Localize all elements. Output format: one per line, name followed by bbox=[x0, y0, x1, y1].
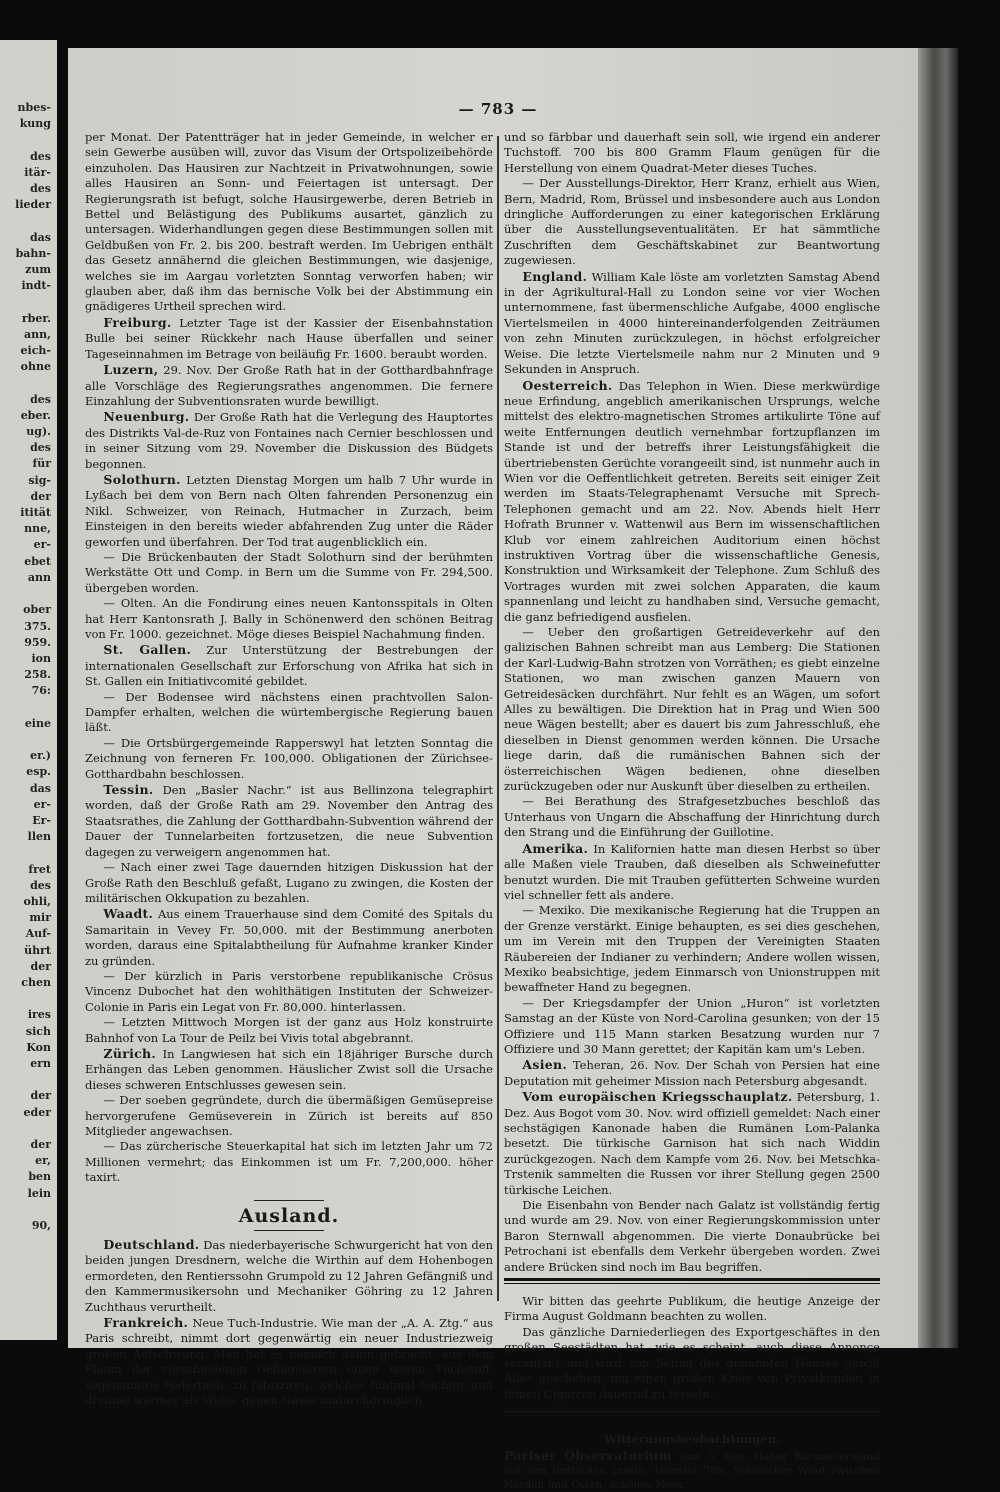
article-paragraph bbox=[504, 996, 880, 1058]
previous-page-fragment: der bbox=[30, 1138, 51, 1151]
previous-page-fragment: zum bbox=[25, 263, 51, 277]
previous-page-fragment: 258. bbox=[24, 668, 51, 682]
previous-page-fragment: 959. bbox=[24, 635, 51, 649]
previous-page-fragment: indt- bbox=[21, 279, 51, 293]
previous-page-fragment bbox=[15, 1202, 54, 1218]
article-text: — Nach einer zwei Tage dauernden hitzigen Diskussion hat der Große Rath den Beschluß gefaßt, Lugano zu zwingen, die Kosten der militärischen Okkupation zu bezahlen. bbox=[85, 860, 493, 905]
article-paragraph bbox=[85, 642, 493, 689]
article-text: und so färbbar und dauerhaft sein soll, wie irgend ein anderer Tuchstoff. 700 bis 800 Gramm Flaum genügen für die Herstellung von einem Quadrat-Meter dieses Tuches. bbox=[504, 130, 880, 175]
weather-text: vom 3. Dez. Hoher Barometerstand auf den britischen Inseln; Valentia 789. Schwacher Wind zwischen Norden und Osten; schönes Meer. bbox=[504, 1451, 880, 1492]
article-paragraph bbox=[85, 860, 493, 906]
previous-page-fragment: sig- bbox=[28, 473, 51, 487]
previous-page-fragment: des bbox=[30, 392, 51, 406]
article-heading: Oesterreich. bbox=[522, 377, 613, 393]
previous-page-fragment: bahn- bbox=[15, 246, 51, 260]
previous-page-fragment: eine bbox=[24, 716, 51, 730]
previous-page-fragment: er- bbox=[33, 797, 51, 811]
previous-page-fragment: ohne bbox=[20, 360, 51, 374]
article-paragraph bbox=[85, 1237, 493, 1315]
article-paragraph bbox=[85, 736, 493, 782]
article-paragraph bbox=[504, 1057, 880, 1089]
previous-page-fragment bbox=[15, 1072, 54, 1088]
article-paragraph bbox=[85, 1139, 493, 1185]
previous-page-fragment bbox=[15, 586, 54, 602]
article-paragraph bbox=[504, 794, 880, 840]
weather-report bbox=[504, 1449, 880, 1492]
article-text: — Mexiko. Die mexikanische Regierung hat die Truppen an der Grenze verstärkt. Einige behaupten, es sei dies geschehen, um im Verein mit den Truppen der Vereinigten Staaten Räubereien der Indianer zu verhindern; Andere wollen wissen, Mexiko beabsichtige, jedem Einmarsch von Unionstruppen mit bewaffneter Hand zu begegnen. bbox=[504, 903, 880, 995]
article-heading: Asien. bbox=[522, 1057, 568, 1073]
article-paragraph bbox=[85, 1093, 493, 1139]
previous-page-fragment bbox=[15, 132, 54, 148]
article-paragraph bbox=[85, 362, 493, 409]
article-text: — Der kürzlich in Paris verstorbene republikanische Crösus Vincenz Dubochet hat den wohlthätigen Instituten der Schweizer-Colonie in Paris ein Legat von Fr. 80,000. hinterlassen. bbox=[85, 968, 493, 1014]
article-text: — Olten. An die Fondirung eines neuen Kantonsspitals in Olten hat Herr Kantonsrath J. Bally in Schönenwerd den schönen Beitrag von Fr. 1000. gezeichnet. Möge dieses Beispiel Nachahmung finden. bbox=[85, 596, 493, 641]
article-paragraph bbox=[85, 472, 493, 550]
article-heading: Amerika. bbox=[522, 840, 589, 856]
article-paragraph bbox=[85, 550, 493, 596]
article-heading: Vom europäischen Kriegsschauplatz. bbox=[522, 1089, 793, 1105]
article-heading: Waadt. bbox=[103, 906, 154, 922]
previous-page-fragment: er- bbox=[33, 538, 51, 552]
previous-page-fragment: der bbox=[30, 1089, 51, 1103]
section-rule bbox=[254, 1200, 324, 1201]
article-paragraph bbox=[504, 176, 880, 268]
article-paragraph bbox=[504, 378, 880, 626]
article-paragraph bbox=[85, 130, 493, 315]
previous-page-fragment: fret bbox=[28, 862, 51, 876]
previous-page-fragment: chen bbox=[21, 975, 51, 989]
article-heading: Tessin. bbox=[103, 782, 154, 798]
previous-page-fragment bbox=[15, 375, 54, 391]
previous-page-fragment: Er- bbox=[32, 813, 51, 827]
article-text: Den „Basler Nachr.“ ist aus Bellinzona telegraphirt worden, daß der Große Rath am 29. November den Antrag des Staatsrathes, die Zahlung der Gotthardbahn-Subvention während der Dauer der Tunnelarbeiten fortzusetzen, die neue Subvention dagegen zu verweigern angenommen hat. bbox=[85, 783, 494, 859]
previous-page-fragment bbox=[15, 845, 54, 861]
article-heading: Luzern, bbox=[103, 362, 159, 378]
previous-page-fragment: das bbox=[29, 230, 51, 244]
article-paragraph bbox=[85, 1046, 493, 1093]
previous-page-fragment: ober bbox=[23, 603, 51, 617]
double-rule bbox=[504, 1410, 880, 1416]
previous-page-fragment: ührt bbox=[24, 943, 51, 957]
article-paragraph bbox=[85, 1315, 493, 1408]
previous-page-fragment: ann, bbox=[24, 327, 51, 341]
article-text: — Bei Berathung des Strafgesetzbuches beschloß das Unterhaus von Ungarn die Abschaffung der Hinrichtung durch den Strang und die Einführung der Guillotine. bbox=[504, 794, 880, 840]
previous-page-fragment: ben bbox=[28, 1170, 51, 1184]
previous-page-fragment: itität bbox=[20, 506, 51, 520]
previous-page-fragment: er, bbox=[35, 1154, 51, 1168]
article-text: Letzten Dienstag Morgen um halb 7 Uhr wurde in Lyßach bei dem von Bern nach Olten fahrenden Personenzug ein Nikl. Schweizer, von Reinach, Hutmacher in Zurzach, beim Einsteigen in den bereits wieder abfahrenden Zug unter die Räder geworfen und überfahren. Der Tod trat augenblicklich ein. bbox=[85, 472, 493, 549]
article-text: Das niederbayerische Schwurgericht hat von den beiden jungen Dresdnern, welche die Wirthin auf dem Hohenbogen ermordeten, den Rentierssohn Grumpold zu 12 Jahren Gefängniß und den Kammermusikersohn und Mechaniker Göhring zu 12 Jahren Zuchthaus verurtheilt. bbox=[85, 1238, 493, 1314]
previous-page-fragment bbox=[15, 700, 54, 716]
article-paragraph bbox=[85, 409, 493, 472]
weather-lead: Pariser Observatorium bbox=[504, 1448, 673, 1464]
article-heading: Deutschland. bbox=[103, 1237, 200, 1253]
article-text: Die Eisenbahn von Bender nach Galatz ist vollständig fertig und wurde am 29. Nov. von einer Regierungskommission unter Baron Sternwall abgenommen. Die vierte Donaubrücke bei Petrochani ist ebenfalls dem Verkehr übergeben worden. Zwei andere Brücken sind noch im Bau begriffen. bbox=[504, 1198, 880, 1274]
previous-page-fragment: ion bbox=[31, 651, 51, 665]
previous-page-fragment: eder bbox=[23, 1105, 51, 1119]
previous-page-fragment: sich bbox=[25, 1024, 51, 1038]
previous-page-fragment: kung bbox=[19, 117, 51, 131]
article-text: 29. Nov. Der Große Rath hat in der Gotthardbahnfrage alle Vorschläge des Regierungsrathes angenommen. Die fernere Einzahlung der Subventionsraten wurde bewilligt. bbox=[85, 363, 493, 408]
article-text: Letzter Tage ist der Kassier der Eisenbahnstation Bulle bei seiner Rückkehr nach Hause überfallen und seiner Tageseinnahmen im Betrage von beiläufig Fr. 1600. beraubt worden. bbox=[85, 315, 494, 361]
previous-page-fragment bbox=[15, 732, 54, 748]
previous-page-fragment: 375. bbox=[24, 619, 51, 633]
article-text: Aus einem Trauerhause sind dem Comité des Spitals du Samaritain in Vevey Fr. 50,000. mit der Bestimmung anerboten worden, daraus eine Spitalabtheilung für Aufnahme kranker Kinder zu gründen. bbox=[85, 907, 493, 968]
previous-page-fragment: des bbox=[30, 182, 51, 196]
previous-page-fragment: des bbox=[30, 149, 51, 163]
article-text: — Der Ausstellungs-Direktor, Herr Kranz, erhielt aus Wien, Bern, Madrid, Rom, Brüssel und insbesondere auch aus London dringliche Aufforderungen zu einer kategorischen Erklärung über die Ausstellungseventualitäten. Er hat sämmtliche Zuschriften dem Geschäftskabinet zur Beantwortung zugewiesen. bbox=[504, 176, 880, 268]
previous-page-fragment: Kon bbox=[26, 1040, 51, 1054]
previous-page-fragment bbox=[15, 1121, 54, 1137]
column-divider bbox=[497, 136, 499, 1301]
previous-page-fragment bbox=[15, 991, 54, 1007]
article-paragraph bbox=[504, 841, 880, 904]
article-text: Das Telephon in Wien. Diese merkwürdige neue Erfindung, angeblich amerikanischen Ursprungs, welche mittelst des elektro-magnetischen Stromes artikulirte Töne auf weite Entfernungen deutlich vernehmbar fortzupflanzen im Stande ist und der betreffs ihrer Leistungsfähigkeit die übertriebensten Gerüchte vorangeeilt sind, ist nunmehr auch in Wien vor die Oeffentlichkeit getreten. Bereits seit einiger Zeit werden im Staats-Telegraphenamt Versuche mit Sprech-Telephonen gemacht und am 22. Nov. Abends hielt Herr Hofrath Brunner v. Wattenwil aus Bern im wissenschaftlichen Klub vor einem zahlreichen Auditorium einen höchst instruktiven Vortrag über die wissenschaftliche Genesis, Konstruktion und Wirksamkeit der Telephone. Zum Schluß des Vortrages wurden mit zwei solchen Apparaten, die kaum spannenlang und leicht zu handhaben sind, Versuche gemacht, die ganz befriedigend ausfielen. bbox=[504, 378, 881, 624]
previous-page-fragment: Auf- bbox=[25, 927, 51, 941]
previous-page-fragment: eich- bbox=[20, 344, 51, 358]
article-text: William Kale löste am vorletzten Samstag Abend in der Agrikultural-Hall zu London seine vor vier Wochen unternommene, fast übermenschliche Aufgabe, 4000 englische Viertelsmeilen in 4000 hintereinanderfolgenden Zeiträumen von zehn Minuten zurückzulegen, in höchst erfolgreicher Weise. Die letzte Viertelsmeile nahm nur 2 Minuten und 9 Sekunden in Anspruch. bbox=[504, 269, 881, 377]
previous-page-fragment bbox=[15, 294, 54, 310]
previous-page-fragment: ohli, bbox=[23, 894, 51, 908]
right-column bbox=[504, 130, 880, 1492]
previous-page-fragment: das bbox=[29, 781, 51, 795]
article-heading: Solothurn. bbox=[103, 471, 181, 487]
article-paragraph bbox=[85, 315, 493, 362]
previous-page-fragment: itär- bbox=[24, 165, 51, 179]
article-heading: Frankreich. bbox=[103, 1315, 189, 1331]
article-text: — Ueber den großartigen Getreideverkehr auf den galizischen Bahnen schreibt man aus Lemberg: Die Stationen der Karl-Ludwig-Bahn strotzen von Vorräthen; es giebt einzelne Stationen, wo man zwischen ganzen Mauern von Getreidesäcken durchfährt. Nur fehlt es an Wägen, um sofort Alles zu bewältigen. Die Direktion hat in Prag und Wien 500 neue Wägen bestellt; aber es dauert bis zum Jahresschluß, ehe dieselben in Dienst genommen werden können. Die Ursache liege darin, daß die rumänischen Bahnen sich der österreichischen Wägen bedienen, ohne dieselben zurückzugeben oder nur Auskunft über dieselben zu ertheilen. bbox=[504, 625, 880, 794]
article-paragraph bbox=[85, 596, 493, 642]
article-text: — Letzten Mittwoch Morgen ist der ganz aus Holz konstruirte Bahnhof von La Tour de Peilz bei Vivis total abgebrannt. bbox=[85, 1015, 493, 1045]
previous-page-fragment: 76: bbox=[31, 684, 51, 698]
article-text: Wir bitten das geehrte Publikum, die heutige Anzeige der Firma August Goldmann beachten zu wollen. bbox=[504, 1294, 880, 1324]
article-heading: Freiburg. bbox=[103, 314, 172, 330]
article-paragraph bbox=[85, 906, 493, 969]
article-paragraph bbox=[504, 625, 880, 794]
article-text: In Kalifornien hatte man diesen Herbst so über alle Maßen viele Trauben, daß dieselben als Schweinefutter benutzt wurden. Die mit Trauben gefütterten Schweine wurden viel schneller fett als andere. bbox=[504, 841, 880, 902]
article-text: Das gänzliche Darniederliegen des Exportgeschäftes in den großen Seestädten hat, wie es scheint, auch diese Annonce veranlaßt und wird von Seiten des genannten Hauses gewiß Alles geschehen, um einen großen Kreis von Privatkunden in feinen Cigarren dauernd zu fesseln. bbox=[504, 1324, 880, 1401]
previous-page-fragment: ug). bbox=[26, 425, 51, 439]
previous-page-fragment: ann bbox=[27, 570, 51, 584]
previous-page-fragment: llen bbox=[27, 830, 51, 844]
previous-page-fragment: er.) bbox=[30, 749, 51, 763]
article-text: — Das zürcherische Steuerkapital hat sich im letzten Jahr um 72 Millionen vermehrt; das Einkommen ist um Fr. 7,200,000. höher taxirt. bbox=[85, 1139, 493, 1185]
previous-page-fragment: ires bbox=[27, 1008, 51, 1022]
previous-page-fragment: der bbox=[30, 959, 51, 973]
article-text: Teheran, 26. Nov. Der Schah von Persien hat eine Deputation mit geheimer Mission nach Petersburg abgesandt. bbox=[504, 1058, 880, 1088]
previous-page-fragment: lein bbox=[27, 1186, 51, 1200]
article-paragraph bbox=[85, 690, 493, 736]
previous-page-fragment: eber. bbox=[20, 408, 51, 422]
previous-page-fragment: ern bbox=[30, 1056, 51, 1070]
newspaper-page bbox=[68, 48, 928, 1492]
article-heading: Neuenburg. bbox=[103, 409, 190, 425]
article-heading: St. Gallen. bbox=[103, 642, 192, 658]
article-text: Der Große Rath hat die Verlegung des Hauptortes des Distrikts Val-de-Ruz von Fontaines nach Cernier beschlossen und in seiner Sitzung vom 29. November die Diskussion des Büdgets begonnen. bbox=[85, 410, 493, 471]
article-paragraph bbox=[504, 269, 880, 378]
article-paragraph bbox=[504, 1198, 880, 1275]
article-text: Zur Unterstützung der Bestrebungen der internationalen Gesellschaft zur Erforschung von Afrika hat sich in St. Gallen ein Initiativcomité gebildet. bbox=[85, 643, 494, 689]
article-text: — Der Kriegsdampfer der Union „Huron“ ist vorletzten Samstag an der Küste von Nord-Carolina gesunken; von der 15 Offiziere und 115 Mann starken Besatzung wurden nur 7 Offiziere und 30 Mann gerettet; der Kapitän kam um's Leben. bbox=[504, 995, 880, 1056]
article-paragraph bbox=[504, 1325, 880, 1402]
weather-heading: Witterungsbeobachtungen. bbox=[604, 1431, 780, 1446]
article-paragraph bbox=[85, 1015, 493, 1046]
previous-page-fragment: esp. bbox=[26, 765, 51, 779]
previous-page-fragment: ebet bbox=[24, 554, 51, 568]
article-text: In Langwiesen hat sich ein 18jähriger Bursche durch Erhängen das Leben genommen. Häuslicher Zwist soll die Ursache dieses schweren Entschlusses gewesen sein. bbox=[85, 1046, 494, 1092]
article-heading: England. bbox=[522, 268, 588, 284]
article-paragraph bbox=[85, 782, 493, 860]
section-rule bbox=[254, 1230, 324, 1231]
previous-page-fragment: für bbox=[32, 457, 51, 471]
article-text: — Die Ortsbürgergemeinde Rapperswyl hat letzten Sonntag die Zeichnung von ferneren Fr. 100,000. Obligationen der Zürichsee-Gotthardbahn beschlossen. bbox=[85, 735, 493, 781]
article-text: Neue Tuch-Industrie. Wie man der „A. A. Ztg.“ aus Paris schreibt, nimmt dort gegenwärtig ein neuer Industriezweig großen Aufschwung. Man hat es nämlich dahin gebracht, aus dem Flaum der verschiedenen Geflügelarten einen neuen Tuchstoff, sogenanntes Federtuch, zu fabriziren, welches fünfmal leichter und dreimal wärmer als Wolle, gegen Nässe undurchdringlich bbox=[85, 1316, 494, 1408]
article-paragraph bbox=[85, 969, 493, 1015]
previous-page-fragment: nne, bbox=[24, 522, 51, 536]
section-heading-ausland: Ausland. bbox=[238, 1204, 340, 1227]
double-rule bbox=[504, 1278, 880, 1284]
previous-page-fragment: des bbox=[30, 878, 51, 892]
article-text: — Der soeben gegründete, durch die übermäßigen Gemüsepreise hervorgerufene Gemüseverein in Zürich ist bereits auf 850 Mitglieder angewachsen. bbox=[85, 1093, 493, 1138]
previous-page-fragment: lieder bbox=[15, 198, 51, 212]
previous-page-fragment: des bbox=[30, 441, 51, 455]
page-number: — 783 — bbox=[458, 100, 538, 118]
book-binding bbox=[918, 48, 958, 1348]
article-text: per Monat. Der Patentträger hat in jeder Gemeinde, in welcher er sein Gewerbe ausüben will, zuvor das Visum der Ortspolizeibehörde einzuholen. Das Hausiren zur Nachtzeit in Privatwohnungen, sowie alles Hausiren an Sonn- und Feiertagen ist untersagt. Der Regierungsrath ist befugt, solche Hausirgewerbe, deren Betrieb in Bettel und Belästigung des Publikums ausartet, gänzlich zu untersagen. Widerhandlungen gegen diese Bestimmungen sollen mit Geldbußen von Fr. 2. bis 200. bestraft werden. Im Uebrigen enthält das Gesetz annähernd die gleichen Bestimmungen, wie dasjenige, welches sie im Aargau vorletzten Sonntag verworfen haben; wir glauben aber, daß ihm das bernische Volk bei der Abstimmung ein gnädigeres Urtheil sprechen wird. bbox=[85, 130, 493, 314]
previous-page-fragment: 90, bbox=[31, 1219, 51, 1233]
article-heading: Zürich. bbox=[103, 1045, 157, 1061]
previous-page-fragment: rber. bbox=[21, 311, 51, 325]
article-text: — Der Bodensee wird nächstens einen prachtvollen Salon-Dampfer erhalten, welchen die würtembergische Regierung bauen läßt. bbox=[85, 689, 493, 735]
previous-page-fragment: mir bbox=[29, 911, 51, 925]
previous-page-fragment: nbes- bbox=[17, 101, 51, 114]
article-paragraph bbox=[504, 903, 880, 995]
previous-page-fragment: der bbox=[30, 489, 51, 503]
previous-page-edge bbox=[0, 40, 57, 1340]
article-paragraph bbox=[504, 1294, 880, 1325]
article-text: Petersburg, 1. Dez. Aus Bogot vom 30. Nov. wird offiziell gemeldet: Nach einer sechstägigen Kanonade haben die Rumänen Lom-Palanka besetzt. Die türkische Garnison hat sich nach Widdin zurückgezogen. Nach dem Kampfe vom 26. Nov. bei Metschka-Trstenik sammelten die Russen vor ihrer Stellung gegen 2500 türkische Leichen. bbox=[504, 1090, 881, 1197]
article-paragraph bbox=[504, 1089, 880, 1198]
article-text: — Die Brückenbauten der Stadt Solothurn sind der berühmten Werkstätte Ott und Comp. in Bern um die Summe von Fr. 294,500. übergeben worden. bbox=[85, 549, 493, 595]
previous-page-fragment bbox=[15, 213, 54, 229]
left-column bbox=[85, 130, 493, 1409]
article-paragraph bbox=[504, 130, 880, 176]
